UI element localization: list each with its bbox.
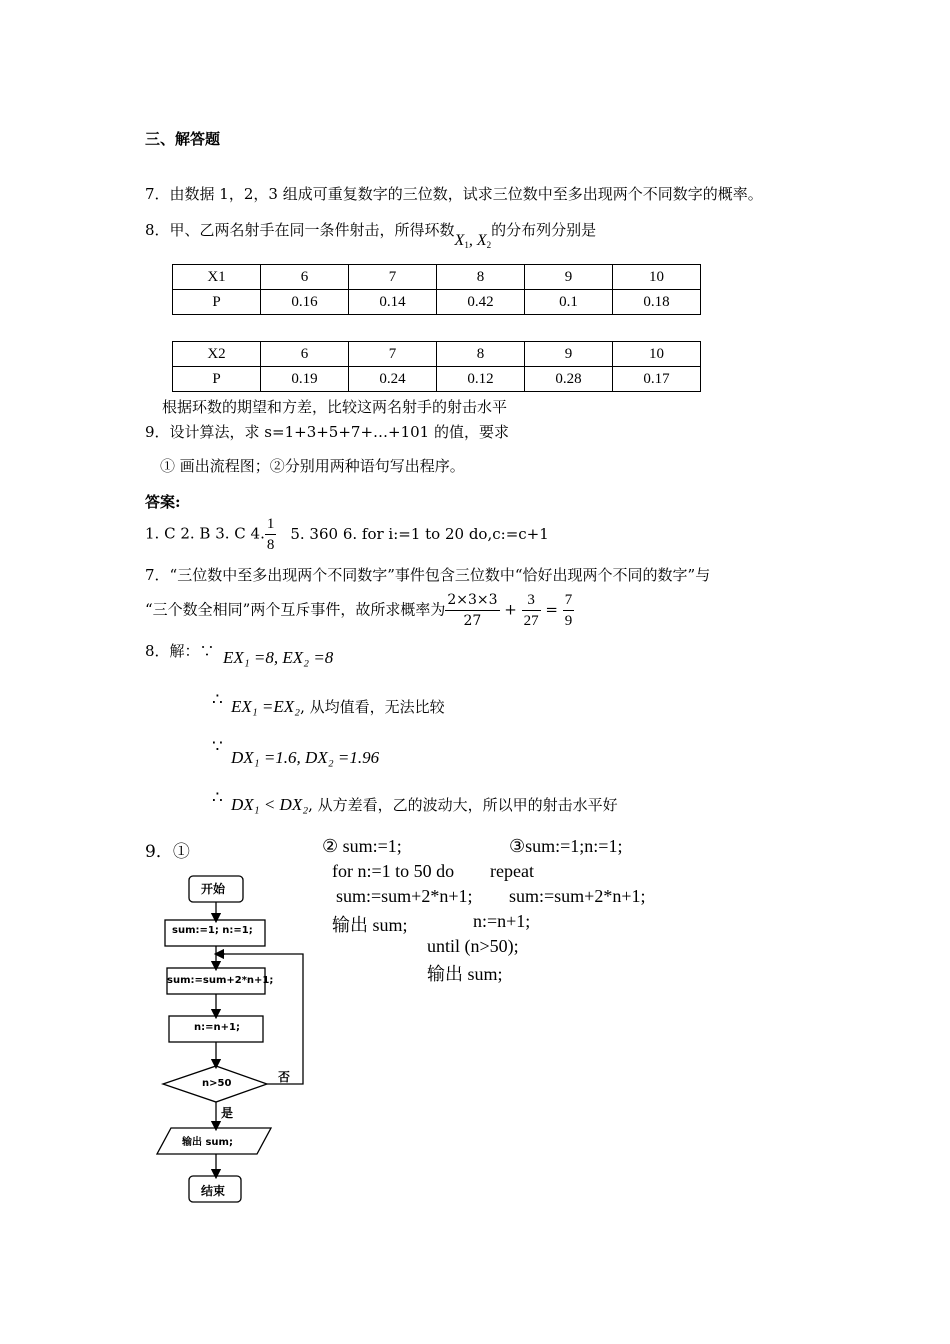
table-cell: 0.12 (437, 367, 525, 392)
table-cell: 8 (437, 342, 525, 367)
program-2-line-1: ② sum:=1; (322, 836, 402, 856)
table-cell: 0.28 (525, 367, 613, 392)
flowchart (155, 870, 315, 1210)
table-cell: 0.16 (261, 290, 349, 315)
table-cell: 6 (261, 342, 349, 367)
table-cell: 0.18 (613, 290, 701, 315)
table-cell: 0.17 (613, 367, 701, 392)
table-cell: 0.1 (525, 290, 613, 315)
therefore-symbol: ∴ (212, 788, 223, 808)
program-3-line-4: n:=n+1; (473, 911, 531, 931)
question-8-end: 根据环数的期望和方差，比较这两名射手的射击水平 (162, 398, 508, 416)
table-cell: P (173, 367, 261, 392)
answer-8-label: 8．解：∵ (145, 642, 215, 660)
flowchart-inc-label: n:=n+1; (194, 1022, 240, 1033)
table-cell: 9 (525, 265, 613, 290)
table-row (173, 342, 701, 367)
answer-8-text-4: , 从方差看，乙的波动大，所以甲的射击水平好 (308, 796, 618, 814)
table-cell: 0.24 (349, 367, 437, 392)
program-3-line-5: until (n>50); (427, 936, 519, 956)
therefore-symbol: ∴ (212, 690, 223, 710)
table-cell: X1 (173, 265, 261, 290)
question-9-sub: ① 画出流程图；②分别用两种语句写出程序。 (160, 457, 465, 475)
answer-7-line-1: 7．“三位数中至多出现两个不同数字”事件包含三位数中“恰好出现两个不同的数字”与 (145, 566, 711, 584)
answer-7-fraction-2: $\frac{3}{27}$ (523, 592, 539, 629)
answer-9-label: 9．① (145, 842, 190, 862)
distribution-table-x2 (172, 341, 701, 392)
table-cell: 0.42 (437, 290, 525, 315)
answers-1-4: 1. C 2. B 3. C 4. (145, 524, 265, 543)
table-cell: 8 (437, 265, 525, 290)
answer-8-expr-2: EX₁ =EX₂ (231, 697, 301, 716)
question-7: 7．由数据 1，2，3 组成可重复数字的三位数，试求三位数中至多出现两个不同数字的概率。 (145, 185, 763, 203)
answer-8-expr-4: DX₁ < DX₂ (231, 795, 309, 814)
flowchart-start-label: 开始 (201, 882, 226, 896)
question-8-suffix: 的分布列分别是 (491, 221, 597, 239)
question-9: 9．设计算法，求 s=1+3+5+7+…+101 的值，要求 (145, 423, 509, 441)
answers-5-6: 5. 360 6. for i:=1 to 20 do,c:=c+1 (290, 524, 549, 543)
answer-8-text-2: , 从均值看，无法比较 (300, 698, 445, 716)
answers-title: 答案: (145, 493, 181, 511)
flowchart-loop-back (218, 954, 303, 1084)
question-8-vars: $X_1$, $X_2$ (454, 232, 492, 250)
flowchart-loop-label: sum:=sum+2*n+1; (167, 975, 274, 986)
question-8-prefix: 8．甲、乙两名射手在同一条件射击，所得环数 (145, 221, 455, 239)
answer-7-fraction-1: $\frac{2\times 3\times 3}{27}$ (447, 592, 498, 629)
answer-8-line-2 (231, 696, 445, 717)
flowchart-output-label: 输出 sum; (182, 1137, 233, 1148)
table-cell: 0.14 (349, 290, 437, 315)
table-cell: 7 (349, 342, 437, 367)
answer-7-text: “三个数全相同”两个互斥事件，故所求概率为 (145, 600, 446, 619)
answers-line-1-6 (145, 514, 549, 555)
program-3-line-6: 输出 sum; (427, 964, 503, 984)
table-cell: 10 (613, 265, 701, 290)
answer-7-fraction-3: $\frac{7}{9}$ (564, 592, 573, 629)
table-row (173, 367, 701, 392)
answer-7-line-2: “三个数全相同”两个互斥事件，故所求概率为 $\frac{2\times 3\times 3}{27}$ + $\frac{3}{27}$ = $\frac{7}{9}$ (145, 592, 573, 629)
program-2-line-2: for n:=1 to 50 do (332, 861, 455, 881)
table-cell: 10 (613, 342, 701, 367)
table-cell: 0.19 (261, 367, 349, 392)
table-cell: X2 (173, 342, 261, 367)
table-cell: 7 (349, 265, 437, 290)
distribution-table-x1 (172, 264, 701, 315)
table-cell: 6 (261, 265, 349, 290)
flowchart-condition-label: n>50 (202, 1078, 232, 1089)
program-3-line-1: ③sum:=1;n:=1; (509, 836, 623, 856)
program-3-line-3: sum:=sum+2*n+1; (509, 886, 646, 906)
table-cell: P (173, 290, 261, 315)
program-2-line-3: sum:=sum+2*n+1; (336, 886, 473, 906)
question-8 (145, 219, 597, 250)
answer-4-fraction: $\frac{1}{8}$ (266, 516, 275, 553)
flowchart-yes-label: 是 (221, 1106, 234, 1120)
table-cell: 9 (525, 342, 613, 367)
flowchart-no-label: 否 (278, 1070, 291, 1084)
answer-8-line-3: DX₁ =1.6, DX₂ =1.96 (231, 748, 380, 767)
table-row (173, 265, 701, 290)
flowchart-init-label: sum:=1; n:=1; (172, 925, 253, 936)
section-title: 三、解答题 (145, 130, 221, 148)
answer-8-line-1: EX₁ =8, EX₂ =8 (223, 648, 334, 667)
program-3-line-2: repeat (490, 861, 534, 881)
table-row (173, 290, 701, 315)
program-2-line-4: 输出 sum; (332, 915, 408, 935)
answer-8-line-4 (231, 794, 618, 815)
because-symbol: ∵ (212, 737, 223, 757)
flowchart-end-label: 结束 (201, 1184, 226, 1198)
